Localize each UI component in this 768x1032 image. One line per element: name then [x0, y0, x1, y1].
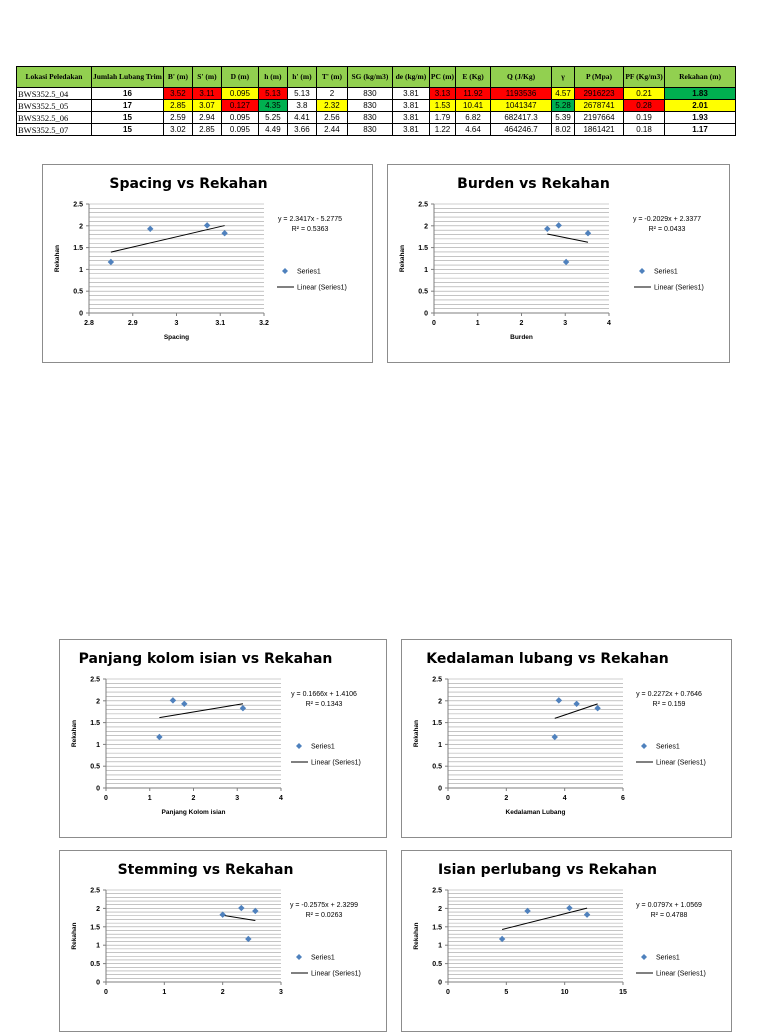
- table-cell: 2.01: [665, 100, 736, 112]
- legend-series-label: Series1: [656, 743, 680, 751]
- chart-title: Burden vs Rekahan: [457, 176, 610, 192]
- table-cell: 830: [347, 88, 392, 100]
- data-point: [240, 705, 246, 711]
- legend-trend-label: Linear (Series1): [311, 970, 361, 978]
- table-cell: 830: [347, 100, 392, 112]
- r-squared: R² = 0.0433: [648, 226, 686, 233]
- y-axis-label: Rekahan: [54, 244, 61, 273]
- x-tick-label: 6: [621, 795, 625, 802]
- x-tick-label: 2: [519, 320, 524, 327]
- legend-series-label: Series1: [654, 268, 678, 276]
- y-tick-label: 2: [424, 223, 428, 231]
- r-squared: R² = 0.0263: [305, 912, 343, 919]
- data-point: [245, 936, 251, 942]
- table-cell: 3.81: [392, 112, 429, 124]
- y-tick-label: 1.5: [432, 720, 442, 728]
- table-cell: 17: [92, 100, 164, 112]
- table-cell: BWS352.5_04: [17, 88, 92, 100]
- table-cell: BWS352.5_06: [17, 112, 92, 124]
- chart-title: Isian perlubang vs Rekahan: [438, 862, 657, 878]
- chart-svg: [43, 165, 372, 362]
- y-tick-label: 2.5: [432, 887, 442, 895]
- table-cell: 8.02: [552, 124, 575, 136]
- y-tick-label: 2: [438, 698, 442, 706]
- table-cell: 11.92: [456, 88, 491, 100]
- table-cell: 2678741: [575, 100, 624, 112]
- data-point: [170, 697, 176, 703]
- chart-svg: [402, 640, 731, 837]
- table-cell: 2.94: [192, 112, 221, 124]
- y-tick-label: 1.5: [73, 245, 83, 253]
- y-tick-label: 0: [438, 979, 442, 987]
- x-tick-label: 1: [475, 320, 480, 327]
- y-tick-label: 1.5: [432, 924, 442, 932]
- y-tick-label: 2.5: [73, 201, 83, 209]
- table-cell: 830: [347, 124, 392, 136]
- table-cell: 5.25: [258, 112, 287, 124]
- table-cell: 6.82: [456, 112, 491, 124]
- table-cell: 4.57: [552, 88, 575, 100]
- x-tick-label: 3: [235, 795, 240, 802]
- table-cell: 5.13: [287, 88, 316, 100]
- table-cell: 3.02: [163, 124, 192, 136]
- legend-series-label: Series1: [656, 954, 680, 962]
- table-header-row: [17, 67, 736, 88]
- chart-title: Stemming vs Rekahan: [117, 862, 294, 878]
- table-cell: 3.66: [287, 124, 316, 136]
- x-tick-label: 4: [607, 320, 611, 327]
- table-cell: 0.19: [624, 112, 665, 124]
- x-axis-label: Kedalaman Lubang: [505, 809, 566, 816]
- table-cell: 464246.7: [491, 124, 552, 136]
- y-tick-label: 0.5: [432, 961, 442, 969]
- x-tick-label: 2: [504, 795, 509, 802]
- table-cell: 3.07: [192, 100, 221, 112]
- x-tick-label: 15: [619, 989, 627, 996]
- table-cell: 4.41: [287, 112, 316, 124]
- table-header-cell: PF (Kg/m3): [624, 67, 665, 88]
- trend-equation: y = 0.0797x + 1.0569: [636, 902, 702, 909]
- table-row: [17, 88, 736, 100]
- legend-series-marker: [641, 954, 647, 960]
- table-cell: 0.127: [221, 100, 258, 112]
- x-tick-label: 1: [162, 989, 167, 996]
- trendline: [547, 234, 588, 242]
- table-cell: 15: [92, 124, 164, 136]
- y-axis-label: Rekahan: [71, 922, 78, 950]
- y-tick-label: 0: [438, 785, 442, 793]
- y-tick-label: 0: [96, 979, 100, 987]
- chart-isian-perlubang-vs-rekahan: [401, 850, 732, 1032]
- legend-series-marker: [296, 954, 302, 960]
- table-header-cell: h' (m): [287, 67, 316, 88]
- chart-svg: [388, 165, 729, 362]
- table-cell: 3.52: [163, 88, 192, 100]
- y-tick-label: 0.5: [90, 763, 100, 771]
- table-cell: 0.21: [624, 88, 665, 100]
- chart-svg: [60, 640, 386, 837]
- y-tick-label: 0.5: [432, 763, 442, 771]
- table-cell: 2: [316, 88, 347, 100]
- data-point: [524, 908, 530, 914]
- legend-trend-label: Linear (Series1): [311, 759, 361, 767]
- x-tick-label: 2.8: [84, 320, 94, 327]
- table-header-cell: B' (m): [163, 67, 192, 88]
- y-tick-label: 0: [96, 785, 100, 793]
- table-cell: 1041347: [491, 100, 552, 112]
- y-tick-label: 2.5: [90, 676, 100, 684]
- chart-burden-vs-rekahan: [387, 164, 730, 363]
- r-squared: R² = 0.5363: [291, 226, 329, 233]
- table-cell: 1.53: [429, 100, 455, 112]
- x-tick-label: 2.9: [127, 320, 138, 327]
- chart-svg: [402, 851, 731, 1031]
- y-tick-label: 2: [438, 905, 442, 913]
- data-point: [108, 259, 114, 265]
- table-cell: 3.81: [392, 124, 429, 136]
- y-tick-label: 2: [96, 698, 100, 706]
- x-tick-label: 0: [432, 320, 436, 327]
- data-point: [555, 222, 561, 228]
- trendline: [159, 704, 243, 718]
- table-cell: 5.28: [552, 100, 575, 112]
- y-tick-label: 2.5: [90, 887, 100, 895]
- trend-equation: y = -0.2029x + 2.3377: [632, 216, 702, 223]
- y-axis-label: Rekahan: [413, 922, 420, 950]
- table-cell: 682417.3: [491, 112, 552, 124]
- table-header-cell: SG (kg/m3): [347, 67, 392, 88]
- chart-spacing-vs-rekahan: [42, 164, 373, 363]
- x-tick-label: 3.2: [259, 320, 269, 327]
- legend-trend-label: Linear (Series1): [654, 284, 704, 292]
- legend-series-marker: [296, 743, 302, 749]
- chart-title: Panjang kolom isian vs Rekahan: [78, 651, 333, 667]
- table-cell: 0.18: [624, 124, 665, 136]
- table-row: [17, 124, 736, 136]
- table-header-cell: de (kg/m): [392, 67, 429, 88]
- table-cell: 2.32: [316, 100, 347, 112]
- table-cell: 2.59: [163, 112, 192, 124]
- x-tick-label: 0: [104, 989, 108, 996]
- y-tick-label: 0.5: [73, 288, 83, 296]
- y-tick-label: 1: [96, 741, 100, 749]
- table-cell: 3.11: [192, 88, 221, 100]
- blast-data-table: [16, 66, 736, 136]
- trend-equation: y = -0.2575x + 2.3299: [289, 902, 359, 909]
- table-cell: 0.095: [221, 112, 258, 124]
- data-point: [219, 911, 225, 917]
- y-tick-label: 1.5: [90, 720, 100, 728]
- table-cell: 3.81: [392, 88, 429, 100]
- data-point: [563, 259, 569, 265]
- table-cell: 2.56: [316, 112, 347, 124]
- table-cell: 1.22: [429, 124, 455, 136]
- y-tick-label: 2.5: [418, 201, 428, 209]
- table-cell: 1.79: [429, 112, 455, 124]
- y-tick-label: 0.5: [90, 961, 100, 969]
- x-tick-label: 3: [174, 320, 179, 327]
- table-cell: 4.49: [258, 124, 287, 136]
- legend-series-marker: [641, 743, 647, 749]
- data-point: [566, 905, 572, 911]
- table-cell: BWS352.5_05: [17, 100, 92, 112]
- x-axis-label: Burden: [510, 334, 533, 341]
- table-header-cell: E (Kg): [456, 67, 491, 88]
- table-cell: 3.13: [429, 88, 455, 100]
- y-tick-label: 1.5: [90, 924, 100, 932]
- table-header-cell: PC (m): [429, 67, 455, 88]
- table-header-cell: Q (J/Kg): [491, 67, 552, 88]
- x-tick-label: 0: [104, 795, 108, 802]
- data-point: [584, 911, 590, 917]
- chart-title: Kedalaman lubang vs Rekahan: [426, 651, 669, 667]
- table-body: [17, 88, 736, 136]
- data-point: [252, 908, 258, 914]
- data-point: [238, 905, 244, 911]
- table-cell: 2.44: [316, 124, 347, 136]
- table-header-cell: γ: [552, 67, 575, 88]
- table-cell: 2.85: [163, 100, 192, 112]
- x-tick-label: 4: [562, 795, 567, 802]
- table-cell: 4.64: [456, 124, 491, 136]
- x-tick-label: 0: [446, 795, 450, 802]
- table-cell: 5.39: [552, 112, 575, 124]
- table-cell: 2.85: [192, 124, 221, 136]
- table-cell: 0.28: [624, 100, 665, 112]
- table-cell: 10.41: [456, 100, 491, 112]
- x-tick-label: 3: [563, 320, 568, 327]
- data-point: [204, 222, 210, 228]
- table-header-cell: Lokasi Peledakan: [17, 67, 92, 88]
- data-point: [556, 697, 562, 703]
- chart-title: Spacing vs Rekahan: [109, 176, 268, 192]
- data-point: [552, 734, 558, 740]
- y-axis-label: Rekahan: [71, 719, 78, 748]
- r-squared: R² = 0.159: [652, 701, 686, 708]
- x-axis-label: Panjang Kolom isian: [161, 809, 226, 816]
- x-tick-label: 3.1: [215, 320, 226, 327]
- data-point: [585, 230, 591, 236]
- table-cell: 2197664: [575, 112, 624, 124]
- legend-trend-label: Linear (Series1): [656, 759, 706, 767]
- y-tick-label: 2: [79, 223, 83, 231]
- y-tick-label: 2.5: [432, 676, 442, 684]
- y-tick-label: 1: [438, 942, 442, 950]
- table-cell: 16: [92, 88, 164, 100]
- y-tick-label: 0.5: [418, 288, 428, 296]
- r-squared: R² = 0.4788: [650, 912, 688, 919]
- x-tick-label: 2: [220, 989, 225, 996]
- table-cell: 0.095: [221, 88, 258, 100]
- legend-series-label: Series1: [311, 743, 335, 751]
- trend-equation: y = 0.2272x + 0.7646: [636, 691, 702, 698]
- legend-trend-label: Linear (Series1): [297, 284, 347, 292]
- trendline: [502, 908, 587, 929]
- table-cell: 3.8: [287, 100, 316, 112]
- trend-equation: y = 0.1666x + 1.4106: [291, 691, 357, 698]
- table-header-cell: D (m): [221, 67, 258, 88]
- table-header-cell: P (Mpa): [575, 67, 624, 88]
- x-tick-label: 4: [279, 795, 283, 802]
- table-cell: 4.35: [258, 100, 287, 112]
- data-point: [147, 226, 153, 232]
- table-header-cell: Jumlah Lubang Trim: [92, 67, 164, 88]
- table-cell: 830: [347, 112, 392, 124]
- table-header-cell: S' (m): [192, 67, 221, 88]
- legend-series-marker: [282, 268, 288, 274]
- data-point: [181, 701, 187, 707]
- legend-trend-label: Linear (Series1): [656, 970, 706, 978]
- x-tick-label: 1: [147, 795, 152, 802]
- legend-series-marker: [639, 268, 645, 274]
- x-tick-label: 10: [560, 989, 569, 996]
- table-cell: 15: [92, 112, 164, 124]
- data-point: [573, 701, 579, 707]
- y-tick-label: 1: [96, 942, 100, 950]
- chart-panjang-kolom-vs-rekahan: [59, 639, 387, 838]
- trend-equation: y = 2.3417x - 5.2775: [277, 216, 343, 223]
- r-squared: R² = 0.1343: [305, 701, 343, 708]
- x-axis-label: Spacing: [163, 334, 190, 341]
- table-cell: BWS352.5_07: [17, 124, 92, 136]
- y-tick-label: 1: [438, 741, 442, 749]
- table-header-cell: Rekahan (m): [665, 67, 736, 88]
- legend-series-label: Series1: [297, 268, 321, 276]
- x-tick-label: 0: [446, 989, 450, 996]
- table-cell: 3.81: [392, 100, 429, 112]
- table-cell: 2916223: [575, 88, 624, 100]
- table-cell: 1861421: [575, 124, 624, 136]
- chart-kedalaman-lubang-vs-rekahan: [401, 639, 732, 838]
- table-header-cell: T' (m): [316, 67, 347, 88]
- y-tick-label: 0: [79, 310, 83, 318]
- table-header-cell: h (m): [258, 67, 287, 88]
- table-cell: 0.095: [221, 124, 258, 136]
- data-point: [544, 226, 550, 232]
- x-tick-label: 2: [191, 795, 196, 802]
- chart-svg: [60, 851, 386, 1031]
- table-cell: 1.17: [665, 124, 736, 136]
- table-cell: 1193536: [491, 88, 552, 100]
- table-cell: 1.93: [665, 112, 736, 124]
- y-tick-label: 1: [79, 266, 83, 274]
- table-row: [17, 112, 736, 124]
- data-point: [499, 936, 505, 942]
- y-tick-label: 1.5: [418, 245, 428, 253]
- table-cell: 1.83: [665, 88, 736, 100]
- data-point: [221, 230, 227, 236]
- y-axis-label: Rekahan: [413, 719, 420, 748]
- data-point: [594, 705, 600, 711]
- table-cell: 5.13: [258, 88, 287, 100]
- data-point: [156, 734, 162, 740]
- y-tick-label: 1: [424, 266, 428, 274]
- x-tick-label: 5: [504, 989, 509, 996]
- y-tick-label: 2: [96, 905, 100, 913]
- y-tick-label: 0: [424, 310, 428, 318]
- chart-stemming-vs-rekahan: [59, 850, 387, 1032]
- table-row: [17, 100, 736, 112]
- y-axis-label: Rekahan: [399, 244, 406, 273]
- legend-series-label: Series1: [311, 954, 335, 962]
- x-tick-label: 3: [279, 989, 283, 996]
